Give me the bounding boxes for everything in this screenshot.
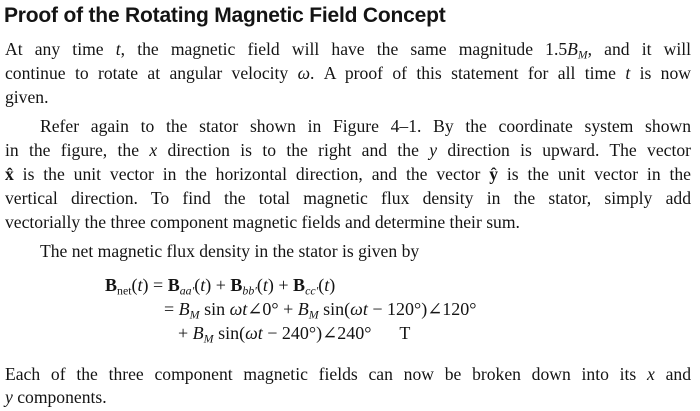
equation-line1: $B_{net}(t) = B_{aa'}(t) + B_{bb'}(t) + B_{cc'}(t)$ [105, 275, 336, 298]
section-heading: Proof of the Rotating Magnetic Field Concept [4, 4, 446, 27]
para3-line1: The net magnetic flux density in the stator is given by [40, 241, 420, 261]
para1-line2: continue to rotate at angular velocity ω. A proof of this statement for all time t is now [5, 63, 691, 83]
equation-line3: + $B_M$ sin(ωt − 240°)∠240° T [178, 323, 411, 346]
para4-line2: y components. [5, 387, 107, 407]
para4-line1: Each of the three component magnetic fields can now be broken down into its x and [5, 364, 691, 384]
para2-line4: vertical direction. To find the total magnetic flux density in the stator, simply add [5, 188, 691, 208]
unit-tesla: T [399, 323, 411, 343]
para1-line1: At any time t, the magnetic field will have the same magnitude $1.5B_M$, and it will [5, 39, 691, 62]
para2-line3: x̂ is the unit vector in the horizontal direction, and the vector ŷ is the unit vector in the [5, 164, 691, 184]
para1-line3: given. [5, 87, 49, 107]
para2-line2: in the figure, the x direction is to the right and the y direction is upward. The vector [5, 140, 691, 160]
para2-line5: vectorially the three component magnetic fields and determine their sum. [5, 212, 520, 232]
equation-line2: = $B_M$ sin ωt∠0° + $B_M$ sin(ωt − 120°)∠120° [164, 299, 477, 322]
para2-line1: Refer again to the stator shown in Figure 4–1. By the coordinate system shown [40, 116, 691, 136]
